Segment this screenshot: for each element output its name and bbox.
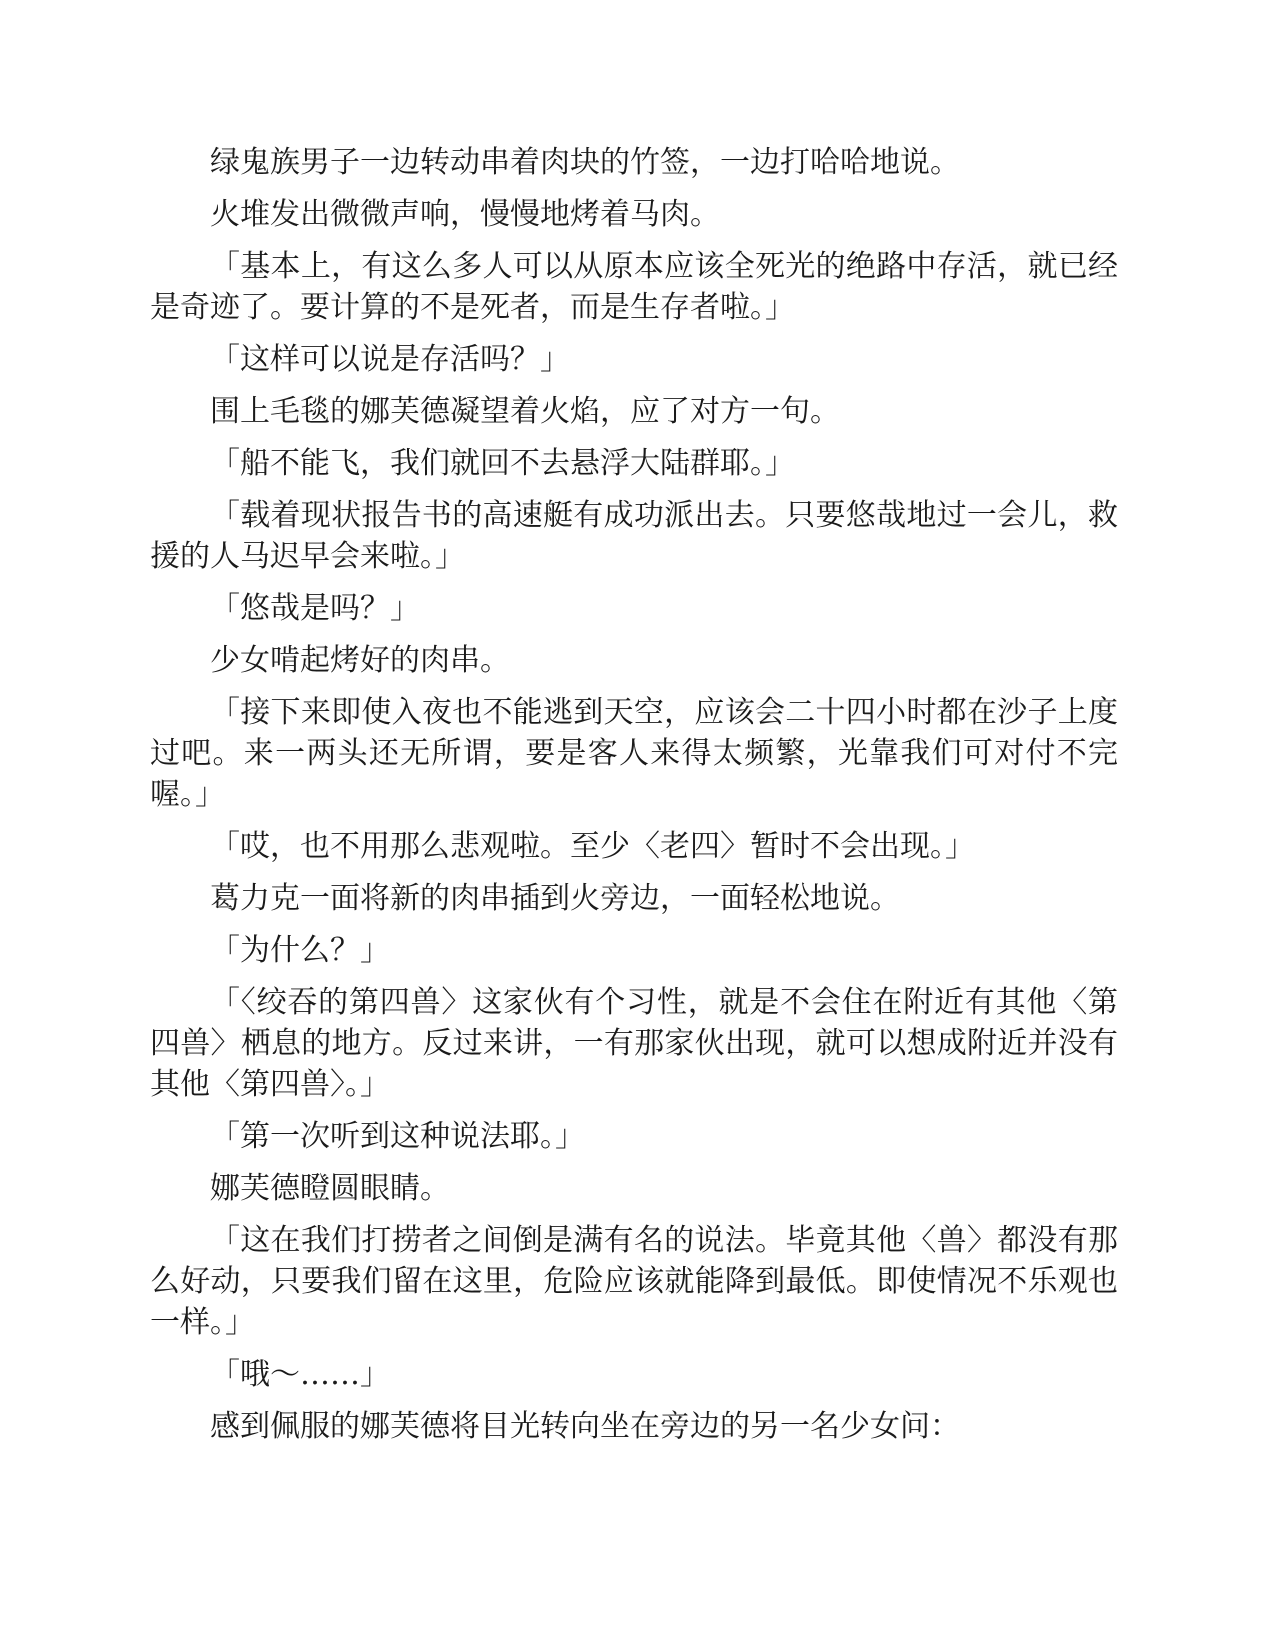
paragraph: 「接下来即使入夜也不能逃到天空，应该会二十四小时都在沙子上度过吧。来一两头还无所谓，要是客人来得太频繁，光靠我们可对付不完喔。」	[150, 695, 1118, 812]
paragraph: 少女啃起烤好的肉串。	[210, 643, 510, 678]
page-body	[150, 142, 1118, 1458]
paragraph: 葛力克一面将新的肉串插到火旁边，一面轻松地说。	[210, 881, 900, 916]
paragraph: 火堆发出微微声响，慢慢地烤着马肉。	[210, 197, 720, 232]
paragraph: 「悠哉是吗？」	[210, 591, 420, 626]
paragraph: 「〈绞吞的第四兽〉这家伙有个习性，就是不会住在附近有其他〈第四兽〉栖息的地方。反过来讲，一有那家伙出现，就可以想成附近并没有其他〈第四兽〉。」	[150, 985, 1118, 1102]
paragraph: 围上毛毯的娜芙德凝望着火焰，应了对方一句。	[210, 394, 840, 429]
paragraph: 绿鬼族男子一边转动串着肉块的竹签，一边打哈哈地说。	[210, 145, 960, 180]
paragraph: 「哎，也不用那么悲观啦。至少〈老四〉暂时不会出现。」	[210, 829, 975, 864]
paragraph: 「船不能飞，我们就回不去悬浮大陆群耶。」	[210, 446, 795, 481]
paragraph: 感到佩服的娜芙德将目光转向坐在旁边的另一名少女问：	[210, 1409, 960, 1444]
paragraph: 娜芙德瞪圆眼睛。	[210, 1171, 450, 1206]
paragraph: 「为什么？」	[210, 933, 390, 968]
paragraph: 「这样可以说是存活吗？」	[210, 342, 570, 377]
paragraph: 「基本上，有这么多人可以从原本应该全死光的绝路中存活，就已经是奇迹了。要计算的不是死者，而是生存者啦。」	[150, 249, 1118, 325]
paragraph: 「载着现状报告书的高速艇有成功派出去。只要悠哉地过一会儿，救援的人马迟早会来啦。」	[150, 498, 1118, 574]
paragraph: 「第一次听到这种说法耶。」	[210, 1119, 585, 1154]
paragraph: 「哦～……」	[210, 1357, 390, 1392]
paragraph: 「这在我们打捞者之间倒是满有名的说法。毕竟其他〈兽〉都没有那么好动，只要我们留在这里，危险应该就能降到最低。即使情况不乐观也一样。」	[150, 1223, 1118, 1340]
